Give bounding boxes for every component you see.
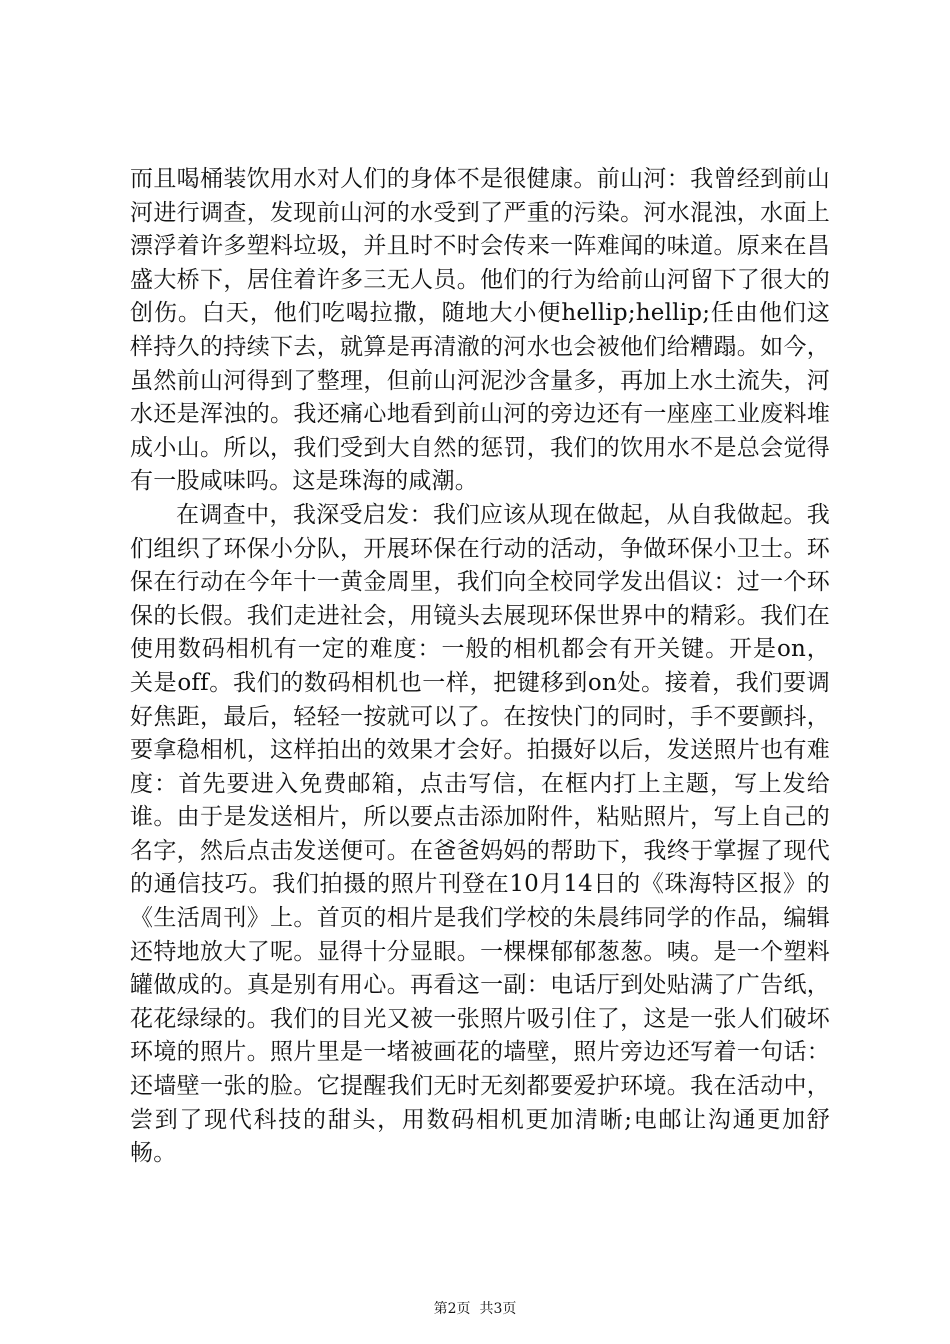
document-body [130, 163, 830, 1171]
paragraph-1: 而且喝桶装饮用水对人们的身体不是很健康。前山河：我曾经到前山河进行调查，发现前山河的水受到了严重的污染。河水混浊，水面上漂浮着许多塑料垃圾，并且时不时会传来一阵难闻的味道。原来在昌盛大桥下，居住着许多三无人员。他们的行为给前山河留下了很大的创伤。白天，他们吃喝拉撒，随地大小便hellip;hellip;任由他们这样持久的持续下去，就算是再清澈的河水也会被他们给糟蹋。如今，虽然前山河得到了整理，但前山河泥沙含量多，再加上水土流失，河水还是浑浊的。我还痛心地看到前山河的旁边还有一座座工业废料堆成小山。所以，我们受到大自然的惩罚，我们的饮用水不是总会觉得有一股咸味吗。这是珠海的咸潮。 [130, 166, 830, 495]
page-footer: 第2页 共3页 [433, 1301, 517, 1317]
paragraph-2: 在调查中，我深受启发：我们应该从现在做起，从自我做起。我们组织了环保小分队，开展环保在行动的活动，争做环保小卫士。环保在行动在今年十一黄金周里，我们向全校同学发出倡议：过一个环保的长假。我们走进社会，用镜头去展现环保世界中的精彩。我们在使用数码相机有一定的难度：一般的相机都会有开关键。开是on，关是off。我们的数码相机也一样，把键移到on处。接着，我们要调好焦距，最后，轻轻一按就可以了。在按快门的同时，手不要颤抖，要拿稳相机，这样拍出的效果才会好。拍摄好以后，发送照片也有难度：首先要进入免费邮箱，点击写信，在框内打上主题，写上发给谁。由于是发送相片，所以要点击添加附件，粘贴照片，写上自己的名字，然后点击发送便可。在爸爸妈妈的帮助下，我终于掌握了现代的通信技巧。我们拍摄的照片刊登在10月14日的《珠海特区报》的《生活周刊》上。首页的相片是我们学校的朱晨纬同学的作品，编辑还特地放大了呢。显得十分显眼。一棵棵郁郁葱葱。咦。是一个塑料罐做成的。真是别有用心。再看这一副：电话厅到处贴满了广告纸，花花绿绿的。我们的目光又被一张照片吸引住了，这是一张人们破坏环境的照片。照片里是一堵被画花的墙壁，照片旁边还写着一句话：还墙壁一张的脸。它提醒我们无时无刻都要爱护环境。我在活动中，尝到了现代科技的甜头，用数码相机更加清晰;电邮让沟通更加舒畅。 [130, 501, 830, 1167]
